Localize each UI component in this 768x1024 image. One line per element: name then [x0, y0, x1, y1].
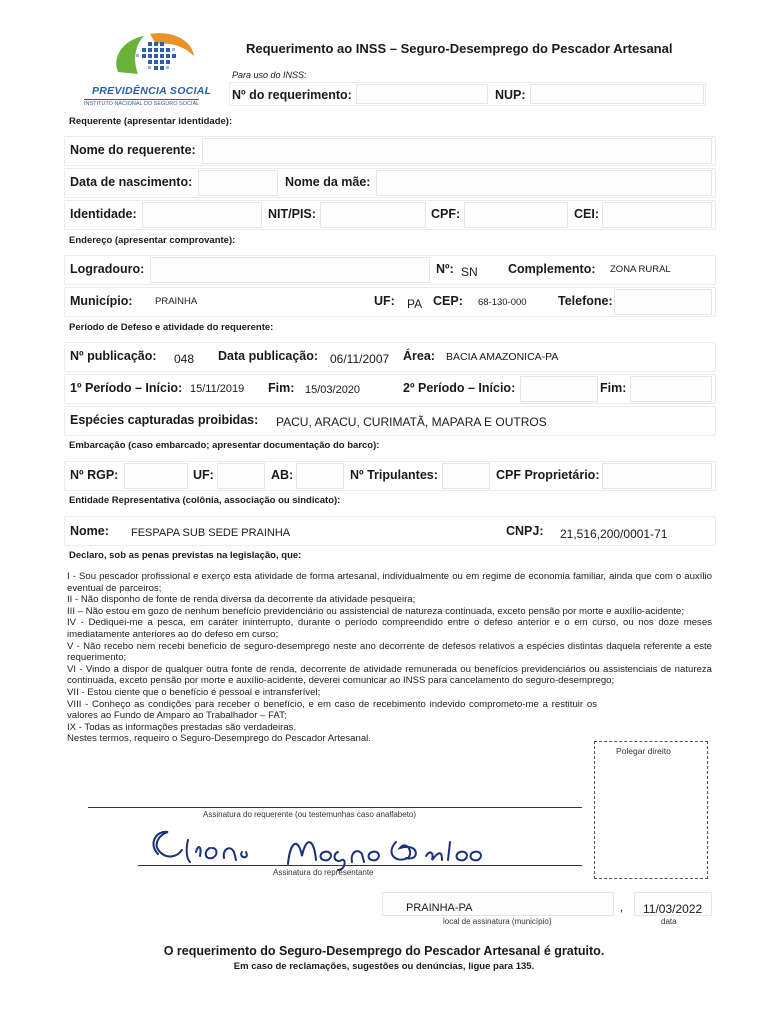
numero-label: Nº:	[436, 262, 454, 276]
cnpj-value: 21,516,200/0001-71	[560, 527, 668, 541]
rgp-label: Nº RGP:	[70, 468, 119, 482]
declaration-item: VII - Estou ciente que o benefício é pessoal e intransferível;	[67, 686, 321, 698]
numero-value: SN	[461, 265, 478, 279]
ab-label: AB:	[271, 468, 294, 482]
inss-use-note: Para uso do INSS:	[232, 70, 307, 80]
representante-signature-caption: Assinatura do representante	[273, 868, 374, 877]
declaration-item: IV - Dediquei-me a pesca, em caráter ininterrupto, durante o período compreendido entre o defeso anterior e o em curso, ou nos doze meses imediatamente anteriores ao do defeso em curso;	[67, 617, 712, 640]
thumbprint-label: Polegar direito	[616, 746, 671, 756]
nascimento-field[interactable]	[198, 170, 278, 196]
section-requerente: Requerente (apresentar identidade):	[69, 116, 233, 127]
tripulantes-label: Nº Tripulantes:	[350, 468, 438, 482]
requerente-signature-line[interactable]	[88, 807, 582, 808]
publicacao-value: 048	[174, 352, 195, 366]
nascimento-label: Data de nascimento:	[70, 175, 193, 189]
page-title: Requerimento ao INSS – Seguro-Desemprego do Pescador Artesanal	[246, 41, 673, 56]
emb-uf-label: UF:	[193, 468, 214, 482]
previdencia-logo	[84, 28, 228, 108]
section-defeso: Período de Defeso e atividade do requerente:	[69, 322, 274, 333]
data-publicacao-value: 06/11/2007	[330, 352, 390, 366]
declaration-item: III – Não estou em gozo de nenhum benefício previdenciário ou assistencial de natureza continuada, exceto pensão por morte e auxílio-acidente;	[67, 605, 685, 617]
request-number-field[interactable]	[356, 84, 488, 104]
ab-field[interactable]	[296, 463, 344, 489]
section-embarcacao: Embarcação (caso embarcado; apresentar documentação do barco):	[69, 440, 380, 451]
cei-label: CEI:	[574, 207, 599, 221]
footer-notice: O requerimento do Seguro-Desemprego do Pescador Artesanal é gratuito.	[163, 944, 605, 958]
footer-contact: Em caso de reclamações, sugestões ou denúncias, ligue para 135.	[233, 961, 535, 972]
cpf-proprietario-field[interactable]	[602, 463, 712, 489]
mae-field[interactable]	[376, 170, 712, 196]
nup-field[interactable]	[530, 84, 704, 104]
nit-field[interactable]	[320, 202, 426, 228]
uf-label: UF:	[374, 294, 395, 308]
logradouro-field[interactable]	[150, 257, 430, 283]
area-value: BACIA AMAZONICA-PA	[446, 351, 559, 363]
cep-label: CEP:	[433, 294, 463, 308]
data-publicacao-label: Data publicação:	[218, 349, 319, 363]
uf-value: PA	[407, 297, 423, 311]
nup-label: NUP:	[495, 88, 526, 102]
area-label: Área:	[403, 349, 435, 363]
nome-field[interactable]	[202, 138, 712, 164]
complemento-value: ZONA RURAL	[610, 264, 671, 275]
p2-fim-label: Fim:	[600, 381, 627, 395]
p1-inicio-value: 15/11/2019	[190, 383, 245, 395]
local-caption: local de assinatura (município)	[443, 917, 552, 926]
logo-name: PREVIDÊNCIA SOCIAL	[92, 85, 212, 97]
request-number-label: Nº do requerimento:	[232, 88, 352, 102]
previdencia-logo-icon	[110, 28, 200, 86]
declaration-text	[67, 571, 712, 745]
requerente-signature-caption: Assinatura do requerente (ou testemunhas caso analfabeto)	[203, 810, 417, 819]
local-value: PRAINHA-PA	[406, 902, 473, 914]
p2-inicio-field[interactable]	[520, 376, 598, 402]
publicacao-label: Nº publicação:	[70, 349, 157, 363]
p1-fim-value: 15/03/2020	[305, 384, 361, 396]
section-endereco: Endereço (apresentar comprovante):	[69, 235, 236, 246]
rgp-field[interactable]	[124, 463, 188, 489]
logradouro-label: Logradouro:	[70, 262, 145, 276]
p1-fim-label: Fim:	[268, 381, 295, 395]
identidade-field[interactable]	[142, 202, 262, 228]
section-entidade: Entidade Representativa (colônia, associação ou sindicato):	[69, 495, 341, 506]
declaration-item: IX - Todas as informações prestadas são verdadeiras.	[67, 721, 297, 733]
logo-subtitle: INSTITUTO NACIONAL DO SEGURO SOCIAL	[84, 101, 200, 107]
municipio-value: PRAINHA	[155, 296, 198, 307]
declaration-item: II - Não disponho de fonte de renda diversa da decorrente da atividade pesqueira;	[67, 594, 416, 606]
cpf-label: CPF:	[431, 207, 461, 221]
declaration-item: VIII - Conheço as condições para receber o benefício, e em caso de recebimento indevido comprometo-me a restituir os valores ao Fundo de Amparo ao Trabalhador – FAT;	[67, 698, 597, 722]
emb-uf-field[interactable]	[217, 463, 265, 489]
declaration-item: V - Não recebo nem recebi benefício de seguro-desemprego neste ano decorrente de defesos relativos a espécies distintas daquela referente a este requerimento;	[67, 640, 712, 664]
especies-value: PACU, ARACU, CURIMATÃ, MAPARA E OUTROS	[276, 415, 547, 429]
nome-label: Nome do requerente:	[70, 143, 196, 157]
declaration-item: Nestes termos, requeiro o Seguro-Desemprego do Pescador Artesanal.	[67, 733, 371, 745]
tripulantes-field[interactable]	[442, 463, 490, 489]
complemento-label: Complemento:	[508, 262, 596, 276]
cpf-proprietario-label: CPF Proprietário:	[496, 468, 600, 482]
cpf-field[interactable]	[464, 202, 568, 228]
nit-label: NIT/PIS:	[268, 207, 316, 221]
p1-inicio-label: 1º Período – Início:	[70, 381, 183, 395]
representante-signature-line[interactable]	[138, 865, 582, 866]
p2-inicio-label: 2º Período – Início:	[403, 381, 516, 395]
date-value: 11/03/2022	[643, 902, 703, 916]
section-declaracao: Declaro, sob as penas previstas na legislação, que:	[69, 550, 302, 561]
declaration-item: VI - Vindo a dispor de qualquer outra fonte de renda, decorrente de atividade remunerada ou benefícios previdenciários ou assistenciais de natureza continuada, exceto pensão por morte e auxílio-acidente, deverei comunicar ao INSS para cancelamento do seguro-desemprego;	[67, 663, 712, 687]
comma-separator: ,	[620, 902, 624, 914]
entidade-nome-value: FESPAPA SUB SEDE PRAINHA	[131, 527, 291, 539]
cep-value: 68-130-000	[478, 297, 527, 308]
declaration-item: I - Sou pescador profissional e exerço esta atividade de forma artesanal, individualmente ou em regime de economia familiar, ainda que com o auxílio eventual de parceiros;	[67, 571, 712, 594]
especies-label: Espécies capturadas proibidas:	[70, 413, 259, 427]
identidade-label: Identidade:	[70, 207, 137, 221]
thumbprint-box[interactable]	[594, 741, 708, 879]
cei-field[interactable]	[602, 202, 712, 228]
telefone-label: Telefone:	[558, 294, 613, 308]
entidade-nome-label: Nome:	[70, 524, 109, 538]
mae-label: Nome da mãe:	[285, 175, 371, 189]
cnpj-label: CNPJ:	[506, 524, 544, 538]
municipio-label: Município:	[70, 294, 133, 308]
p2-fim-field[interactable]	[630, 376, 712, 402]
publicacao-row	[64, 342, 716, 372]
date-caption: data	[661, 917, 677, 926]
telefone-field[interactable]	[614, 289, 712, 315]
